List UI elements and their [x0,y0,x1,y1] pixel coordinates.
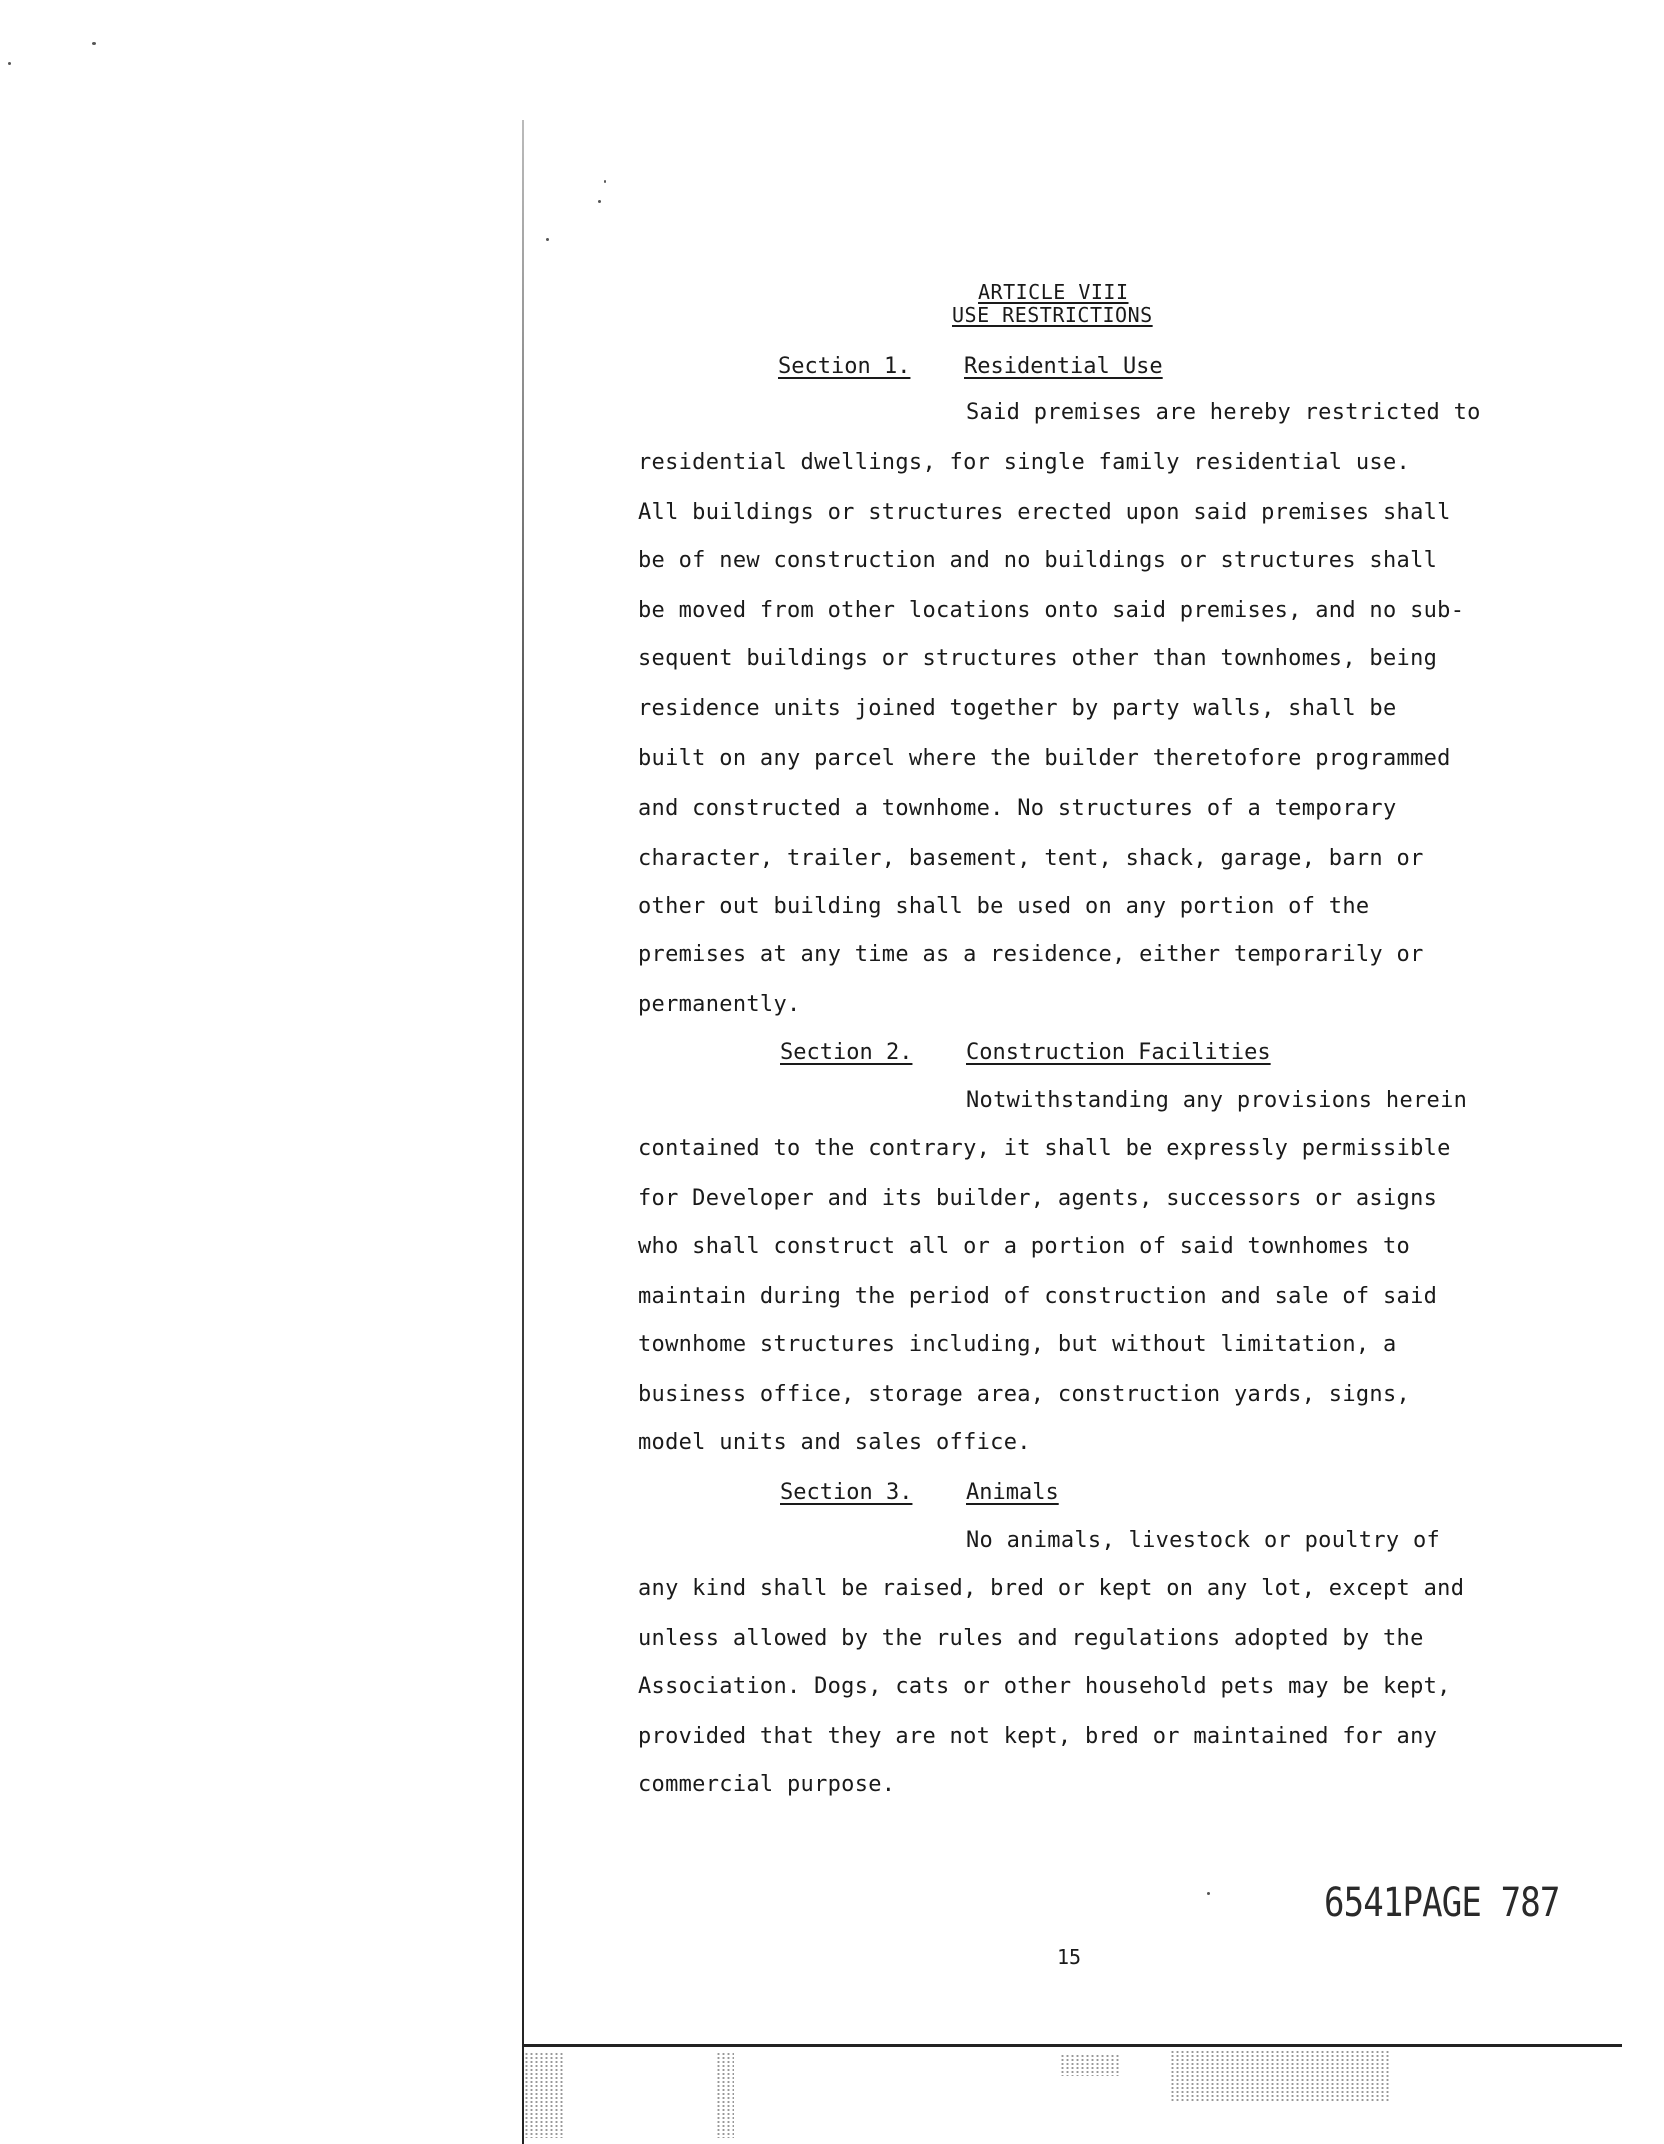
scan-bottom-rule [522,2044,1622,2047]
scan-speck [92,42,96,45]
body-line: commercial purpose. [638,1772,896,1797]
body-line: who shall construct all or a portion of said townhomes to [638,1234,1411,1259]
body-line: residence units joined together by party walls, shall be [638,696,1397,721]
scan-speck [598,200,601,203]
body-line: Association. Dogs, cats or other household pets may be kept, [638,1674,1451,1699]
scan-speck [8,62,11,65]
section-3-heading [780,1480,912,1505]
body-line: premises at any time as a residence, either temporarily or [638,942,1424,967]
section-1-title: Residential Use [964,354,1163,379]
article-subtitle: USE RESTRICTIONS [952,303,1153,327]
body-line: townhome structures including, but without limitation, a [638,1332,1397,1357]
body-line: other out building shall be used on any portion of the [638,894,1370,919]
body-line: Said premises are hereby restricted to [966,400,1481,425]
body-line: any kind shall be raised, bred or kept on any lot, except and [638,1576,1465,1601]
scan-noise [716,2052,734,2138]
section-3-number: Section 3. [780,1480,913,1505]
body-line: contained to the contrary, it shall be expressly permissible [638,1136,1451,1161]
recording-stamp: 6541PAGE 787 [1324,1880,1560,1926]
section-1-title-wrap [964,354,1163,379]
body-line: unless allowed by the rules and regulations adopted by the [638,1626,1424,1651]
body-line: maintain during the period of construction and sale of said [638,1284,1438,1309]
page-number: 15 [1057,1945,1082,1969]
body-line: be moved from other locations onto said premises, and no sub- [638,598,1465,623]
scan-speck [1207,1892,1210,1895]
section-3-title: Animals [966,1480,1059,1505]
scan-speck [546,238,549,241]
section-1-heading [778,354,910,379]
body-line: model units and sales office. [638,1430,1031,1455]
scan-speck [604,180,606,183]
scan-noise [524,2052,564,2138]
scan-noise [1170,2050,1390,2102]
body-line: character, trailer, basement, tent, shack, garage, barn or [638,846,1424,871]
section-1-number: Section 1. [778,354,911,379]
body-line: No animals, livestock or poultry of [966,1528,1441,1553]
scan-margin-line [522,120,524,2144]
body-line: business office, storage area, construction yards, signs, [638,1382,1411,1407]
body-line: All buildings or structures erected upon said premises shall [638,500,1451,525]
body-line: for Developer and its builder, agents, successors or asigns [638,1186,1438,1211]
section-3-title-wrap [966,1480,1059,1505]
body-line: sequent buildings or structures other than townhomes, being [638,646,1438,671]
body-line: provided that they are not kept, bred or maintained for any [638,1724,1438,1749]
scan-noise [1060,2054,1120,2076]
section-2-title-wrap [966,1040,1271,1065]
body-line: residential dwellings, for single family residential use. [638,450,1411,475]
article-title: ARTICLE VIII [978,280,1129,304]
body-line: permanently. [638,992,801,1017]
body-line: built on any parcel where the builder theretofore programmed [638,746,1451,771]
section-2-number: Section 2. [780,1040,913,1065]
body-line: be of new construction and no buildings or structures shall [638,548,1438,573]
body-line: and constructed a townhome. No structures of a temporary [638,796,1397,821]
section-2-title: Construction Facilities [966,1040,1271,1065]
body-line: Notwithstanding any provisions herein [966,1088,1468,1113]
section-2-heading [780,1040,912,1065]
